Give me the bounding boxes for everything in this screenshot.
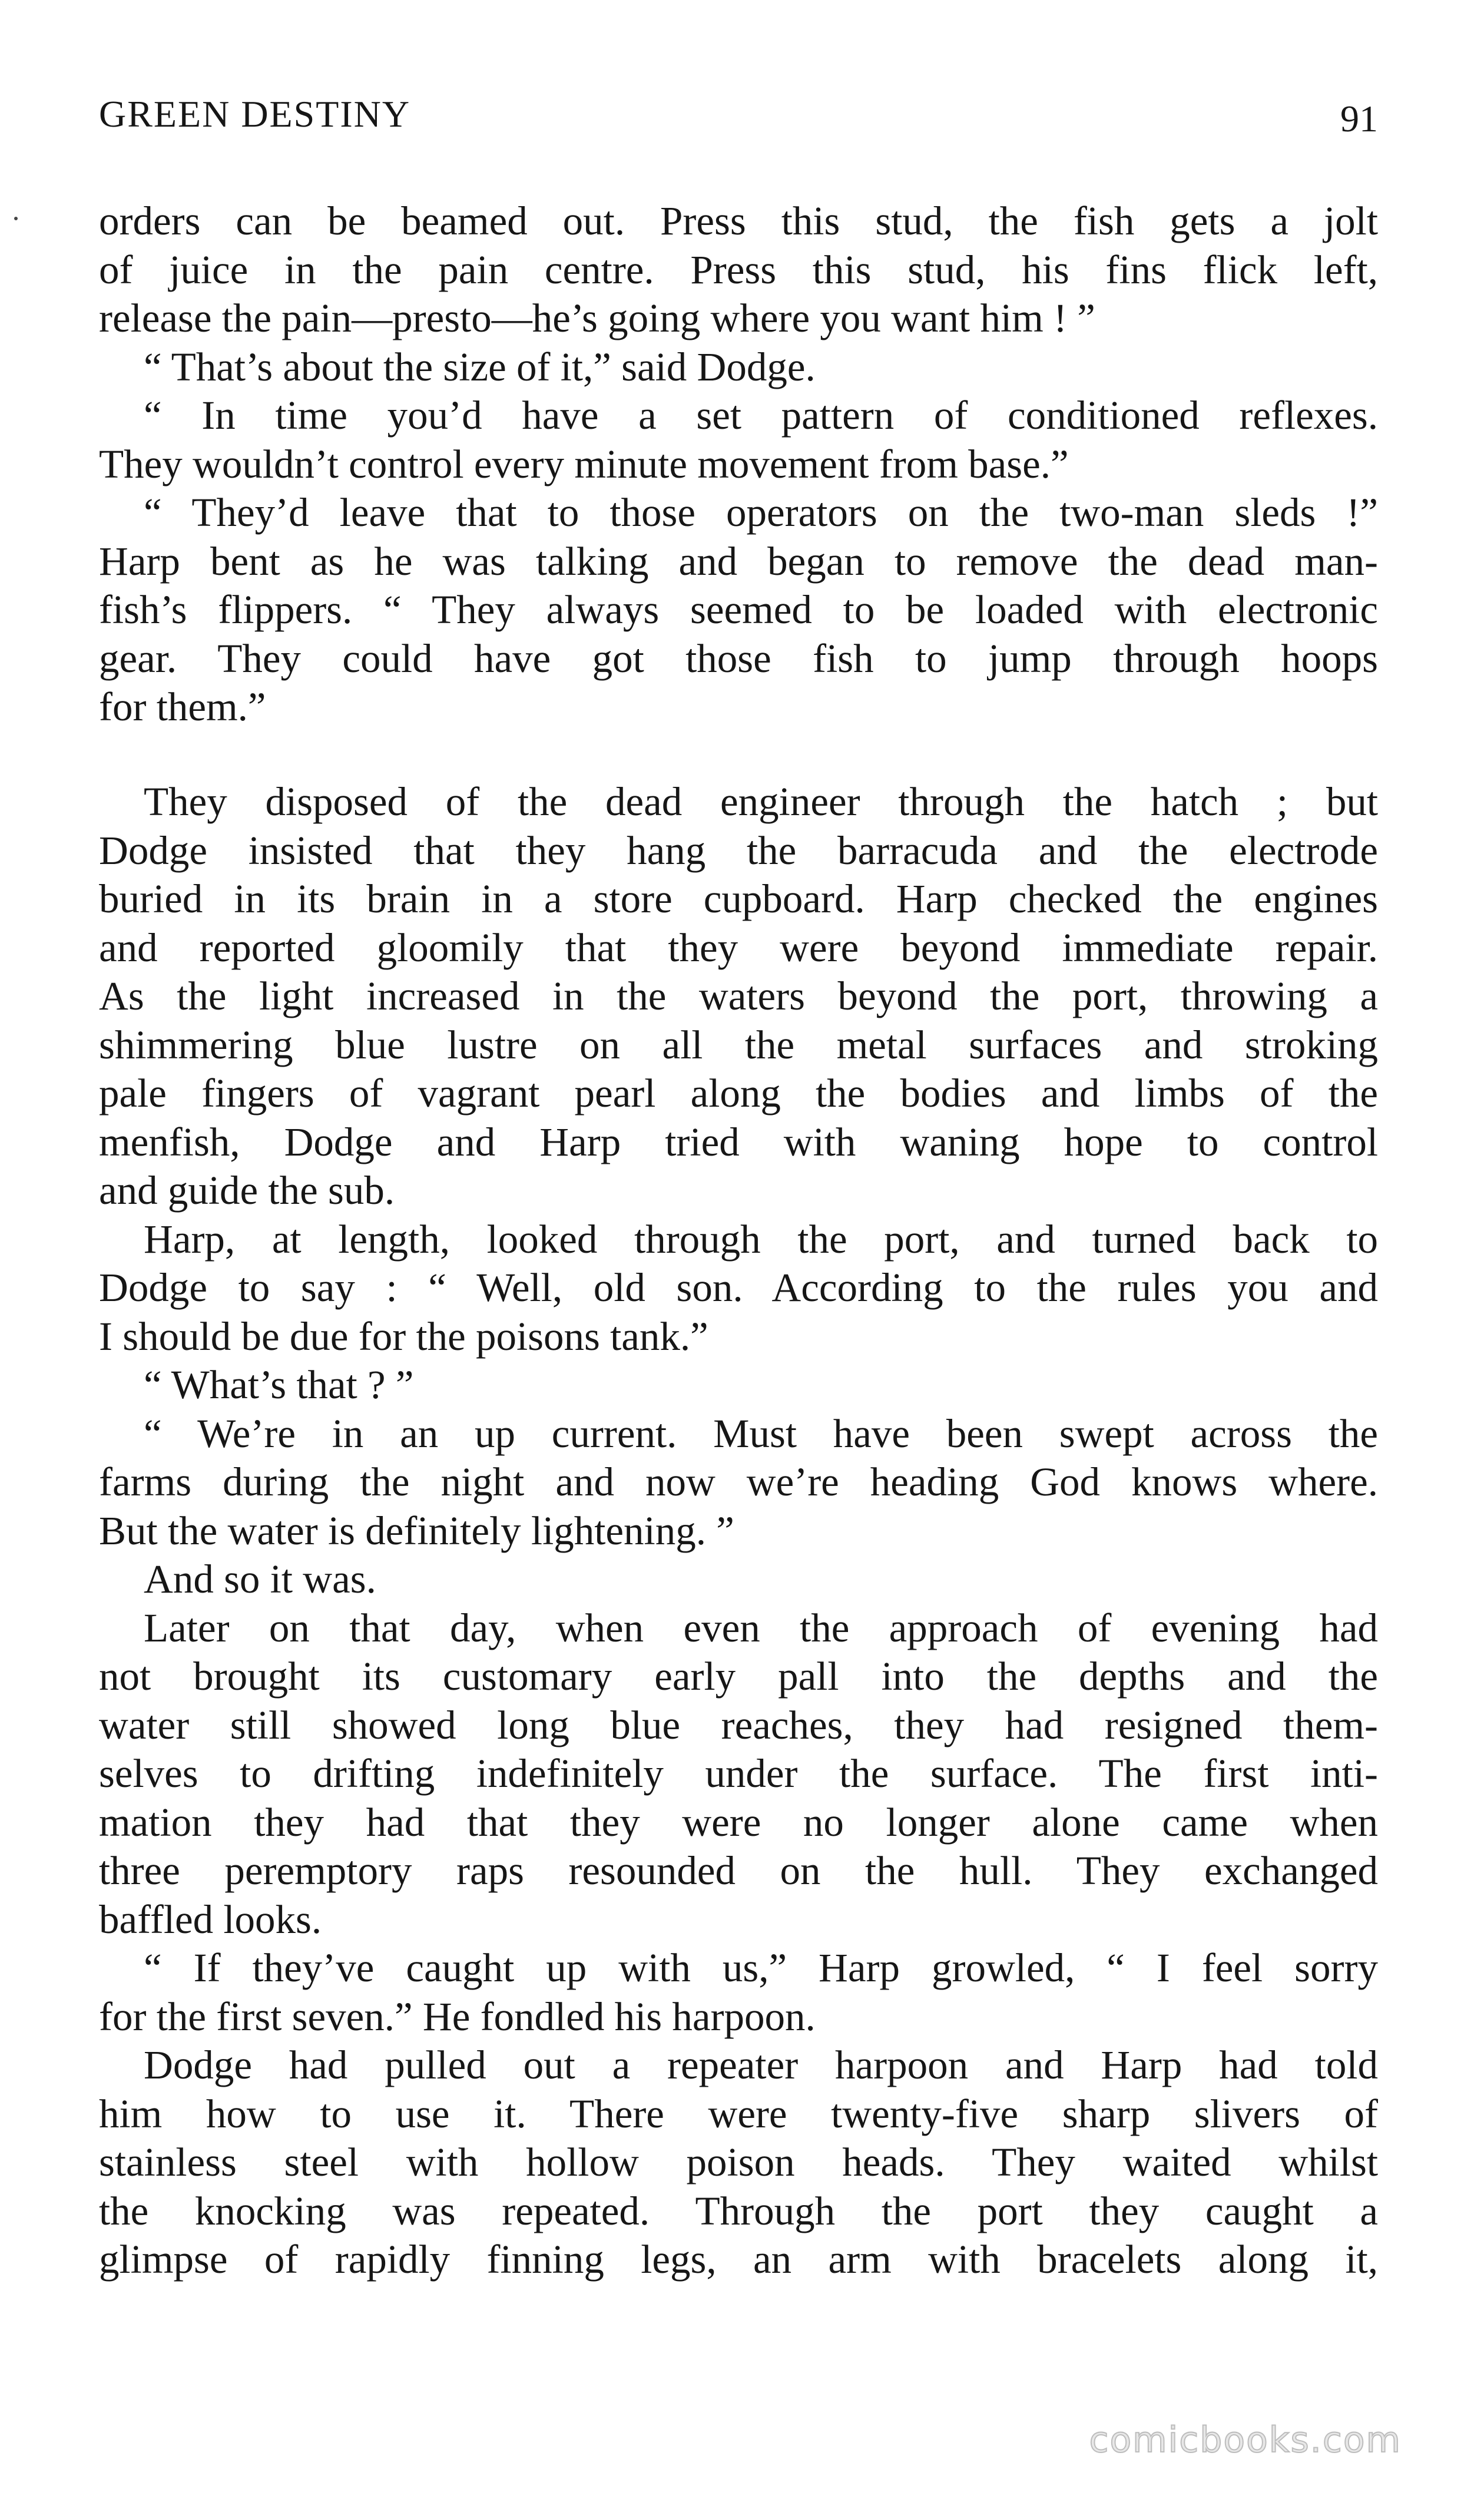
margin-speck: [14, 217, 18, 220]
text-line: Dodge to say : “ Well, old son. According to the rules you and: [99, 1265, 1378, 1310]
text-line: gear. They could have got those fish to jump through hoops: [99, 635, 1378, 681]
text-line: They wouldn’t control every minute movement from base.”: [99, 441, 1069, 486]
text-line: But the water is definitely lightening. ”: [99, 1508, 734, 1553]
text-line: “ What’s that ? ”: [144, 1362, 414, 1407]
text-line: glimpse of rapidly finning legs, an arm with bracelets along it,: [99, 2237, 1378, 2282]
text-line: release the pain—presto—he’s going where you want him ! ”: [99, 296, 1095, 340]
text-line: not brought its customary early pall into the depths and the: [99, 1654, 1378, 1699]
text-block-upper: [99, 197, 1378, 731]
text-line: baffled looks.: [99, 1896, 322, 1942]
text-line: I should be due for the poisons tank.”: [99, 1313, 708, 1359]
text-line: of juice in the pain centre. Press this stud, his fins flick left,: [99, 247, 1378, 292]
running-head-title: GREEN DESTINY: [99, 93, 411, 135]
text-line: stainless steel with hollow poison heads. They waited whilst: [99, 2140, 1378, 2184]
page-number: 91: [1340, 98, 1378, 140]
text-line: Dodge had pulled out a repeater harpoon and Harp had told: [144, 2043, 1378, 2087]
text-line: water still showed long blue reaches, they had resigned them-: [99, 1702, 1378, 1747]
text-line: farms during the night and now we’re heading God knows where.: [99, 1459, 1378, 1504]
text-line: Harp, at length, looked through the port, and turned back to: [144, 1216, 1378, 1262]
text-line: buried in its brain in a store cupboard. Harp checked the engines: [99, 876, 1378, 921]
text-line: for the first seven.” He fondled his harpoon.: [99, 1994, 816, 2039]
text-line: selves to drifting indefinitely under the surface. The first inti-: [99, 1751, 1378, 1796]
text-line: fish’s flippers. “ They always seemed to be loaded with electronic: [99, 587, 1378, 632]
text-line: “ That’s about the size of it,” said Dodge.: [144, 344, 816, 389]
text-line: They disposed of the dead engineer through the hatch ; but: [144, 779, 1378, 824]
text-line: As the light increased in the waters beyond the port, throwing a: [99, 974, 1378, 1018]
text-line: him how to use it. There were twenty-five sharp slivers of: [99, 2091, 1378, 2136]
text-line: shimmering blue lustre on all the metal surfaces and stroking: [99, 1022, 1378, 1067]
text-line: And so it was.: [144, 1557, 376, 1601]
text-line: Later on that day, when even the approach of evening had: [144, 1605, 1378, 1650]
text-line: and reported gloomily that they were beyond immediate repair.: [99, 925, 1378, 970]
text-line: Harp bent as he was talking and began to remove the dead man-: [99, 538, 1378, 584]
text-block-lower: [99, 777, 1378, 2284]
text-line: and guide the sub.: [99, 1168, 395, 1213]
text-line: Dodge insisted that they hang the barracuda and the electrode: [99, 827, 1378, 873]
text-line: menfish, Dodge and Harp tried with waning hope to control: [99, 1119, 1378, 1164]
text-line: the knocking was repeated. Through the port they caught a: [99, 2188, 1378, 2233]
watermark-text: comicbooks.com: [1089, 2419, 1402, 2461]
text-line: “ We’re in an up current. Must have been swept across the: [144, 1411, 1378, 1456]
text-line: orders can be beamed out. Press this stud, the fish gets a jolt: [99, 198, 1378, 243]
text-line: pale fingers of vagrant pearl along the bodies and limbs of the: [99, 1071, 1378, 1116]
text-line: “ If they’ve caught up with us,” Harp growled, “ I feel sorry: [144, 1945, 1378, 1990]
text-line: mation they had that they were no longer alone came when: [99, 1799, 1378, 1845]
text-line: “ They’d leave that to those operators on the two-man sleds !”: [144, 490, 1378, 535]
text-line: three peremptory raps resounded on the hull. They exchanged: [99, 1848, 1378, 1893]
text-line: “ In time you’d have a set pattern of conditioned reflexes.: [144, 393, 1378, 438]
text-line: for them.”: [99, 684, 266, 729]
